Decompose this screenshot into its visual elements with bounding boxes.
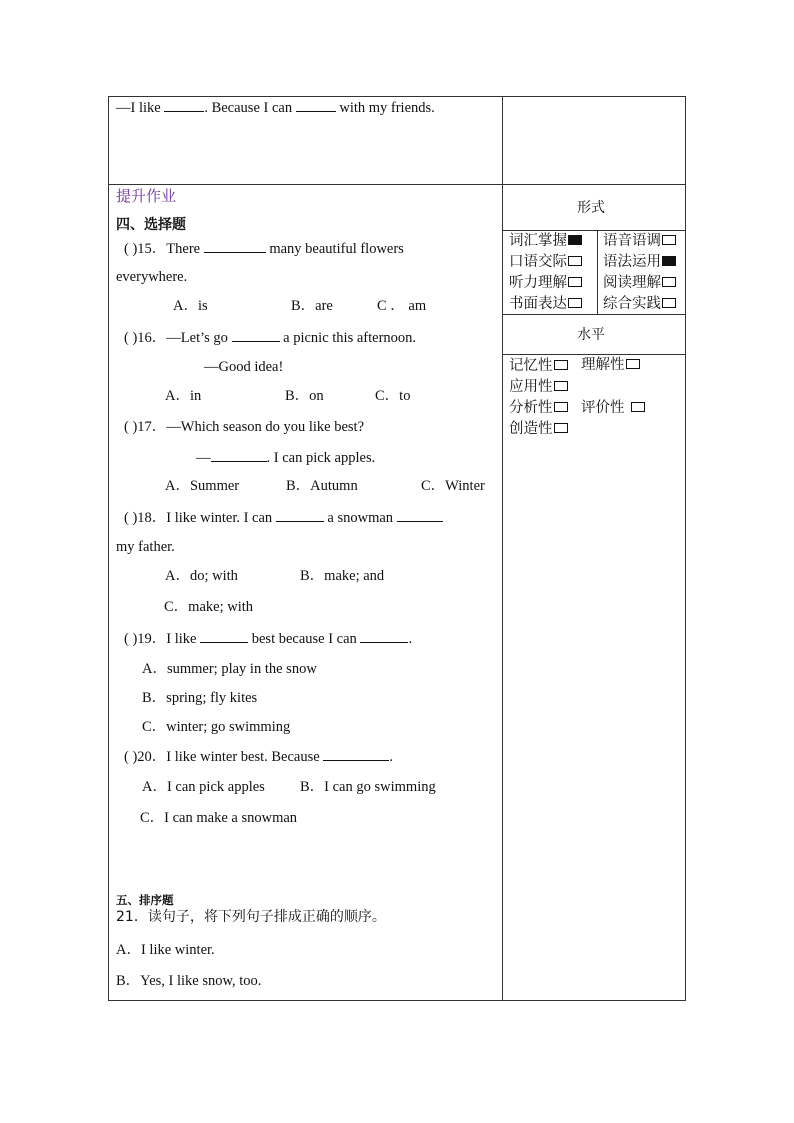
text: 听力理解 bbox=[509, 275, 567, 291]
option-a: A．summer; play in the snow bbox=[142, 661, 317, 677]
text: 语音语调 bbox=[603, 233, 661, 249]
row-divider bbox=[109, 184, 685, 185]
text: 词汇掌握 bbox=[509, 233, 567, 249]
text: 阅读理解 bbox=[603, 275, 661, 291]
question-15 bbox=[124, 239, 404, 258]
text: many beautiful flowers bbox=[269, 241, 404, 257]
level-evaluation[interactable] bbox=[581, 398, 645, 418]
checkbox[interactable] bbox=[626, 359, 640, 369]
checkbox[interactable] bbox=[662, 298, 676, 308]
level-understanding[interactable] bbox=[581, 355, 640, 375]
sort-item-b: B．Yes, I like snow, too. bbox=[116, 973, 262, 989]
checkbox[interactable] bbox=[568, 298, 582, 308]
question-20 bbox=[124, 747, 393, 766]
form-grammar[interactable] bbox=[603, 252, 676, 272]
option-b: B．I can go swimming bbox=[300, 779, 436, 795]
text: 记忆性 bbox=[509, 358, 553, 374]
level-memory[interactable] bbox=[509, 356, 568, 376]
text: best because I can bbox=[251, 631, 357, 647]
option-b: B．on bbox=[285, 388, 324, 404]
text: a picnic this afternoon. bbox=[283, 330, 417, 346]
checkbox[interactable] bbox=[554, 381, 568, 391]
option-c: C．to bbox=[375, 388, 411, 404]
text: — bbox=[196, 450, 211, 466]
form-header: 形式 bbox=[577, 200, 605, 216]
checkbox[interactable] bbox=[662, 277, 676, 287]
checkbox-checked[interactable] bbox=[662, 256, 676, 266]
option-b: B．Autumn bbox=[286, 478, 358, 494]
form-listening[interactable] bbox=[509, 273, 582, 293]
column-divider bbox=[502, 97, 503, 1000]
checkbox[interactable] bbox=[662, 235, 676, 245]
form-practice[interactable] bbox=[603, 294, 676, 314]
option-c: C．Winter bbox=[421, 478, 485, 494]
option-a: A．is bbox=[173, 298, 208, 314]
option-c: C．winter; go swimming bbox=[142, 719, 291, 735]
text: a snowman bbox=[327, 510, 394, 526]
checkbox[interactable] bbox=[568, 277, 582, 287]
text: 评价性 bbox=[581, 400, 625, 416]
text: 分析性 bbox=[509, 400, 553, 416]
option-c: C．make; with bbox=[164, 599, 254, 615]
question-17: ( )17．—Which season do you like best? bbox=[124, 419, 365, 435]
answer-blank[interactable] bbox=[276, 508, 324, 522]
text: 口语交际 bbox=[509, 254, 567, 270]
text: ( )16．—Let’s go bbox=[124, 330, 228, 346]
form-pronunciation[interactable] bbox=[603, 231, 676, 251]
sort-item-a: A．I like winter. bbox=[116, 942, 215, 958]
question-16-reply: —Good idea! bbox=[204, 359, 284, 375]
section5-title: 五、排序题 bbox=[116, 893, 174, 907]
text: . Because I can bbox=[204, 100, 293, 116]
question-18-cont: my father. bbox=[116, 539, 175, 555]
level-creation[interactable] bbox=[509, 419, 568, 439]
text: . bbox=[389, 749, 393, 765]
answer-blank[interactable] bbox=[296, 98, 336, 112]
form-grid-vdivider bbox=[597, 231, 598, 314]
form-vocabulary[interactable] bbox=[509, 231, 582, 251]
answer-blank[interactable] bbox=[397, 508, 443, 522]
text: . I can pick apples. bbox=[266, 450, 376, 466]
form-speaking[interactable] bbox=[509, 252, 582, 272]
option-a: A．Summer bbox=[165, 478, 240, 494]
text: 语法运用 bbox=[603, 254, 661, 270]
text: with my friends. bbox=[339, 100, 435, 116]
text: ( )20．I like winter best. Because bbox=[124, 749, 320, 765]
checkbox[interactable] bbox=[554, 423, 568, 433]
level-header: 水平 bbox=[577, 327, 605, 343]
option-b: B．make; and bbox=[300, 568, 385, 584]
checkbox[interactable] bbox=[568, 256, 582, 266]
text: 应用性 bbox=[509, 379, 553, 395]
option-a: A．I can pick apples bbox=[142, 779, 265, 795]
form-reading[interactable] bbox=[603, 273, 676, 293]
text: 综合实践 bbox=[603, 296, 661, 312]
text: —I like bbox=[116, 100, 161, 116]
option-c: C ． am bbox=[377, 298, 427, 314]
question-19 bbox=[124, 629, 412, 648]
level-application[interactable] bbox=[509, 377, 568, 397]
answer-blank[interactable] bbox=[200, 629, 248, 643]
answer-blank[interactable] bbox=[211, 448, 267, 462]
text: 理解性 bbox=[581, 357, 625, 373]
form-writing[interactable] bbox=[509, 294, 582, 314]
answer-blank[interactable] bbox=[232, 328, 280, 342]
question-17-reply bbox=[196, 448, 375, 467]
question-15-cont: everywhere. bbox=[116, 269, 188, 285]
checkbox-checked[interactable] bbox=[568, 235, 582, 245]
question-16 bbox=[124, 328, 416, 347]
form-grid-divider bbox=[502, 314, 685, 315]
text: ( )18．I like winter. I can bbox=[124, 510, 273, 526]
option-a: A．in bbox=[165, 388, 202, 404]
worksheet-table bbox=[108, 96, 686, 1001]
top-row-line bbox=[116, 98, 435, 117]
text: ( )15．There bbox=[124, 241, 201, 257]
section4-title: 四、选择题 bbox=[116, 217, 186, 233]
text: 书面表达 bbox=[509, 296, 567, 312]
question-21: 21．读句子，将下列句子排成正确的顺序。 bbox=[116, 909, 386, 925]
checkbox[interactable] bbox=[554, 360, 568, 370]
checkbox[interactable] bbox=[631, 402, 645, 412]
answer-blank[interactable] bbox=[204, 239, 266, 253]
answer-blank[interactable] bbox=[360, 629, 408, 643]
level-analysis[interactable] bbox=[509, 398, 568, 418]
checkbox[interactable] bbox=[554, 402, 568, 412]
question-18 bbox=[124, 508, 443, 527]
text: ( )19．I like bbox=[124, 631, 197, 647]
answer-blank[interactable] bbox=[164, 98, 204, 112]
option-c: C．I can make a snowman bbox=[140, 810, 298, 826]
text: 创造性 bbox=[509, 421, 553, 437]
option-b: B．spring; fly kites bbox=[142, 690, 258, 706]
answer-blank[interactable] bbox=[323, 747, 389, 761]
section-upgrade-title: 提升作业 bbox=[116, 187, 177, 205]
option-b: B．are bbox=[291, 298, 333, 314]
text: . bbox=[408, 631, 413, 647]
option-a: A．do; with bbox=[165, 568, 238, 584]
